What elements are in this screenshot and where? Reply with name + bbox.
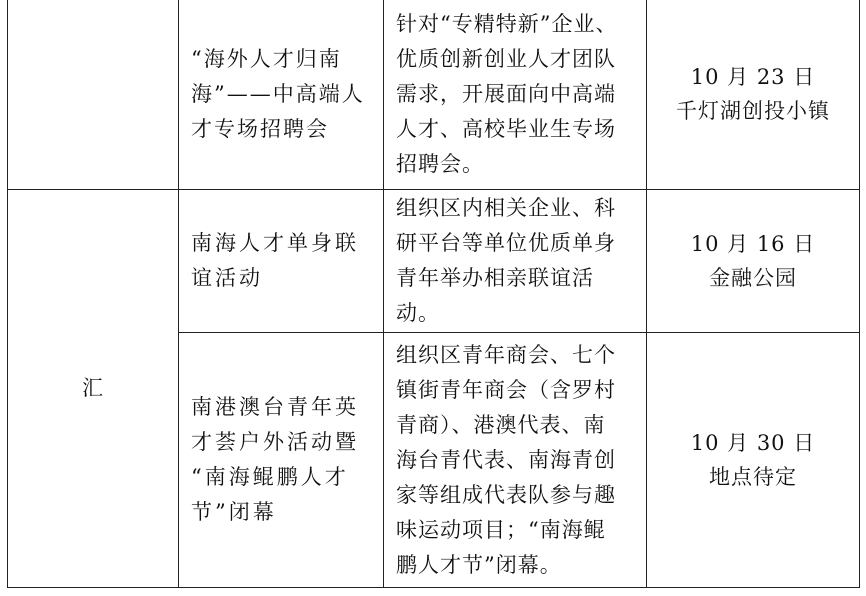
category-label: 汇	[82, 376, 104, 400]
event-description: 针对“专精特新”企业、 优质创新创业人才团队 需求，开展面向中高端 人才、高校毕业生专场 招聘会。	[396, 11, 618, 176]
event-description-cell	[384, 190, 647, 333]
event-date: 10 月 30 日	[690, 431, 816, 455]
event-description-cell	[384, 333, 647, 588]
category-cell	[8, 190, 179, 588]
event-name: “海外人才归南 海”——中高端人 才专场招聘会	[191, 46, 365, 141]
event-description: 组织区内相关企业、科 研平台等单位优质单身 青年举办相亲联谊活 动。	[396, 196, 616, 325]
event-description: 组织区青年商会、七个 镇街青年商会（含罗村 青商）、港澳代表、南 海台青代表、南海青创 家等组成代表队参与趣 味运动项目；“南海鲲 鹏人才节”闭幕。	[396, 342, 616, 577]
event-name-cell	[179, 333, 384, 588]
event-description-cell	[384, 0, 647, 190]
event-date: 10 月 16 日	[690, 232, 816, 256]
event-name: 南海人才单身联 谊活动	[191, 231, 359, 290]
event-location: 地点待定	[709, 465, 797, 489]
event-date: 10 月 23 日	[690, 65, 816, 89]
event-name-cell	[179, 190, 384, 333]
table-row	[8, 0, 860, 190]
event-name: 南港澳台青年英 才荟户外活动暨 “南海鲲鹏人才 节”闭幕	[191, 395, 359, 524]
event-time-location-cell	[647, 0, 860, 190]
events-table	[7, 0, 860, 588]
event-name-cell	[179, 0, 384, 190]
category-cell-empty	[8, 0, 179, 190]
event-location: 金融公园	[709, 266, 797, 290]
event-time-location-cell	[647, 333, 860, 588]
event-time-location-cell	[647, 190, 860, 333]
table-row	[8, 190, 860, 333]
event-location: 千灯湖创投小镇	[676, 99, 830, 123]
